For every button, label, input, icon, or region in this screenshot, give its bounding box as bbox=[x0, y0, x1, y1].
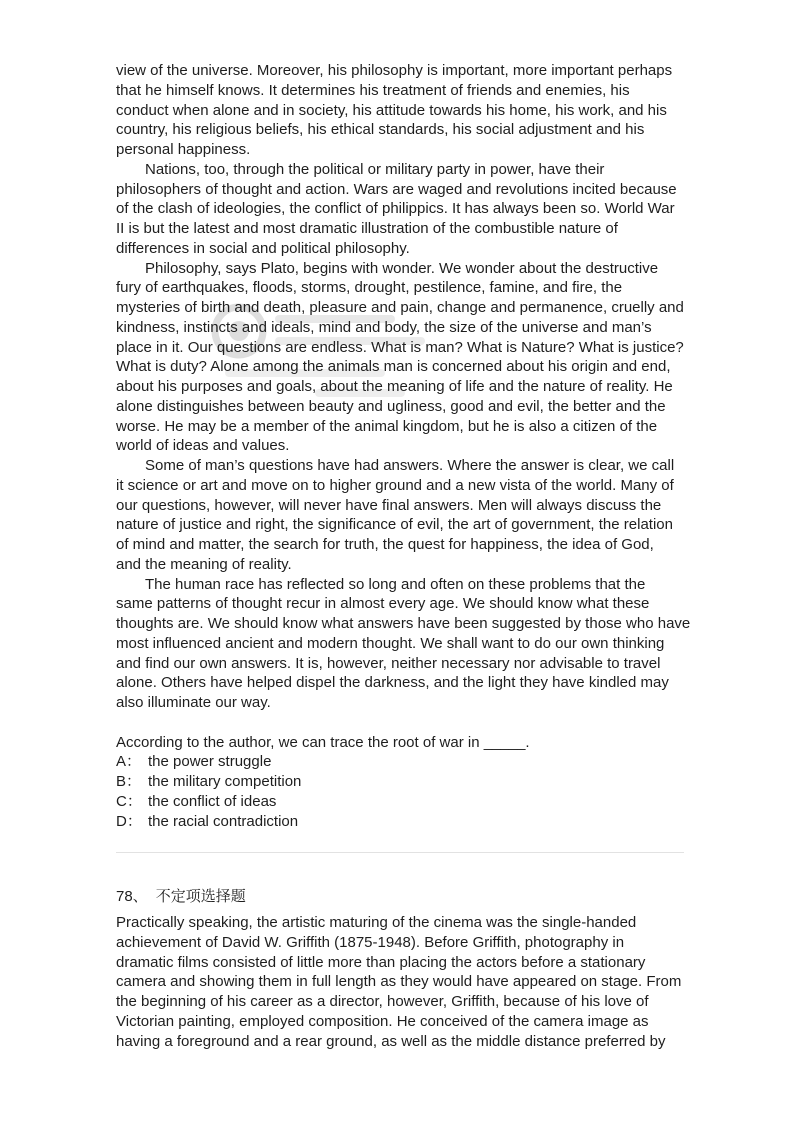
text-line: II is but the latest and most dramatic illustration of the combustible nature of bbox=[116, 220, 618, 237]
option-d[interactable] bbox=[116, 812, 696, 832]
question-heading bbox=[116, 887, 246, 907]
text-line: our questions, however, will never have final answers. Men will always discuss the bbox=[116, 496, 662, 514]
next-passage bbox=[116, 913, 696, 1051]
text-line: fury of earthquakes, floods, storms, drought, pestilence, famine, and fire, the bbox=[116, 279, 623, 297]
option-b[interactable] bbox=[116, 772, 696, 792]
text-line: dramatic films consisted of little more than placing the actors before a stationary bbox=[116, 953, 646, 971]
option-text: the power struggle bbox=[148, 753, 272, 771]
text-line: philosophers of thought and action. Wars are waged and revolutions incited because bbox=[116, 180, 677, 198]
question-type: 不定项选择题 bbox=[155, 888, 246, 905]
text-line: that he himself knows. It determines his treatment of friends and enemies, his bbox=[116, 81, 630, 99]
text-line: thoughts are. We should know what answers have been suggested by those who have bbox=[116, 615, 691, 632]
text-line: Victorian painting, employed composition. He conceived of the camera image as bbox=[116, 1012, 649, 1030]
text-line: conduct when alone and in society, his attitude towards his home, his work, and his bbox=[116, 101, 667, 119]
question-number: 78、 bbox=[116, 888, 148, 905]
text-line: and find our own answers. It is, however, neither necessary nor advisable to travel bbox=[116, 654, 661, 672]
text-line: differences in social and political philosophy. bbox=[116, 239, 410, 257]
spacer bbox=[116, 713, 696, 733]
option-a[interactable] bbox=[116, 752, 696, 772]
text-line: personal happiness. bbox=[116, 141, 251, 158]
text-line: place in it. Our questions are endless. What is man? What is Nature? What is justice? bbox=[116, 338, 684, 356]
text-line: Practically speaking, the artistic maturing of the cinema was the single-handed bbox=[116, 914, 637, 931]
text-line: alone. Others have helped dispel the darkness, and the light they have kindled may bbox=[116, 674, 669, 692]
text-line: Philosophy, says Plato, begins with wonder. We wonder about the destructive bbox=[145, 259, 659, 277]
text-line: mysteries of birth and death, pleasure and pain, change and permanence, cruelly and bbox=[116, 299, 684, 316]
option-text: the conflict of ideas bbox=[148, 792, 277, 810]
question-stem: According to the author, we can trace the root of war in _____. bbox=[116, 733, 530, 751]
text-line: achievement of David W. Griffith (1875-1948). Before Griffith, photography in bbox=[116, 933, 625, 951]
section-divider bbox=[116, 852, 684, 853]
option-letter: B： bbox=[116, 773, 142, 790]
text-line: of the clash of ideologies, the conflict of philippics. It has always been so. World War bbox=[116, 200, 675, 218]
text-line: view of the universe. Moreover, his philosophy is important, more important perhaps bbox=[116, 62, 673, 79]
text-line: having a foreground and a rear ground, as well as the middle distance preferred by bbox=[116, 1032, 666, 1050]
text-line: worse. He may be a member of the animal kingdom, but he is also a citizen of the bbox=[116, 417, 658, 435]
text-line: about his purposes and goals, about the meaning of life and the nature of reality. He bbox=[116, 378, 673, 395]
text-line: same patterns of thought recur in almost every age. We should know what these bbox=[116, 595, 650, 613]
text-line: Nations, too, through the political or military party in power, have their bbox=[145, 160, 605, 178]
text-line: also illuminate our way. bbox=[116, 694, 271, 711]
text-line: The human race has reflected so long and often on these problems that the bbox=[145, 575, 646, 593]
text-line: of mind and matter, the search for truth, the quest for happiness, the idea of God, bbox=[116, 536, 654, 553]
option-text: the racial contradiction bbox=[148, 812, 299, 830]
option-text: the military competition bbox=[148, 773, 302, 790]
text-line: Some of man’s questions have had answers. Where the answer is clear, we call bbox=[145, 457, 675, 474]
option-letter: A： bbox=[116, 753, 142, 771]
text-line: world of ideas and values. bbox=[116, 437, 290, 455]
text-line: alone distinguishes between beauty and ugliness, good and evil, the better and the bbox=[116, 397, 666, 415]
option-letter: C： bbox=[116, 792, 142, 810]
text-line: most influenced ancient and modern thought. We shall want to do our own thinking bbox=[116, 634, 665, 652]
text-line: kindness, instincts and ideals, mind and body, the size of the universe and man’s bbox=[116, 318, 652, 336]
option-letter: D： bbox=[116, 812, 142, 830]
text-line: it science or art and move on to higher ground and a new vista of the world. Many of bbox=[116, 476, 674, 494]
option-c[interactable] bbox=[116, 792, 696, 812]
text-line: country, his religious beliefs, his ethical standards, his social adjustment and his bbox=[116, 121, 645, 139]
reading-passage bbox=[116, 61, 696, 831]
text-line: What is duty? Alone among the animals man is concerned about his origin and end, bbox=[116, 358, 671, 376]
text-line: and the meaning of reality. bbox=[116, 555, 292, 573]
text-line: nature of justice and right, the significance of evil, the art of government, the relation bbox=[116, 516, 673, 534]
text-line: the beginning of his career as a director, however, Griffith, because of his love of bbox=[116, 993, 649, 1010]
text-line: camera and showing them in full length as they would have appeared on stage. From bbox=[116, 973, 682, 991]
